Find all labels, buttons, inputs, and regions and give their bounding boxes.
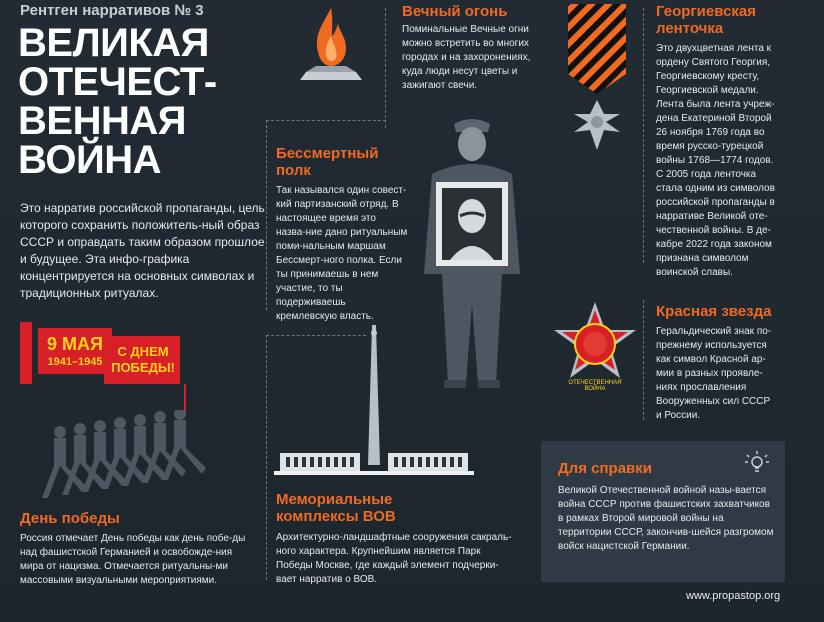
- banner-greeting-2: ПОБЕДЫ!: [111, 360, 175, 375]
- memorial-divider-v: [266, 335, 267, 580]
- intro-text: Это нарратив российской пропаганды, цель которого сохранить положитель-ный образ СССР и оправдать таким образом прошлое и будущее. Эта инфо-графика концентрируется на основных символах и традиционных ритуалах.: [20, 201, 265, 300]
- ribbon-text: Это двухцветная лента к ордену Святого Георгия, Георгиевскому кресту, Георгиевской медали. Лента была лента учреж-дена Екатериной Второй 26 ноября 1769 года во время русско-турецкой войны 1768—1774 годов. С 2005 года ленточка стала одним из символов российской пропаганды в нарративе Великой оте-чественной войны. В де-кабре 2022 года законом признана символом воинской славы.: [656, 43, 775, 278]
- banner-date: 9 МАЯ: [47, 334, 103, 354]
- star-divider: [643, 300, 644, 420]
- regiment-divider-h: [266, 120, 386, 121]
- star-text: Геральдический знак по-прежнему используется как символ Красной ар-мии в разных проявле-ниях прославления Вооруженных сил СССР и России.: [656, 326, 772, 421]
- title-line-1: ВЕЛИКАЯ: [18, 21, 209, 65]
- page-title: [18, 21, 268, 182]
- banner-years: 1941–1945: [47, 356, 103, 368]
- st-george-ribbon-icon: [562, 4, 632, 154]
- regiment-title-1: Бессмертный: [276, 145, 379, 162]
- eternal-flame-icon: [300, 6, 362, 88]
- title-line-4: ВОЙНА: [18, 138, 162, 182]
- reference-title: Для справки: [558, 460, 652, 477]
- reference-text: Великой Отечественной войной назы-вается война СССР против фашистских захватчиков в рамках Второй мировой войны на территории СССР, закончив-шейся разгромом войск нацистской Германии.: [558, 485, 774, 552]
- victory-day-text: Россия отмечает День победы как день побе-ды над фашистской Германией и освобожде-ния мира от нацизма. Отмечается ритуальны-ми массовыми визуальными мероприятиями.: [20, 533, 246, 586]
- flame-divider: [385, 8, 386, 128]
- title-line-3: ВЕННАЯ: [18, 99, 186, 143]
- star-title: Красная звезда: [656, 303, 772, 320]
- memorials-title-2: комплексы ВОВ: [276, 508, 396, 525]
- title-line-2: ОТЕЧЕСТ-: [18, 60, 217, 104]
- regiment-divider-v: [266, 120, 267, 310]
- victory-day-title: День победы: [20, 510, 120, 527]
- banner-greeting-1: С ДНЕМ: [117, 344, 169, 359]
- memorial-complex-icon: [274, 325, 504, 477]
- regiment-title-2: полк: [276, 162, 311, 179]
- red-star-order-icon: [552, 300, 638, 386]
- lightbulb-icon: [744, 450, 770, 476]
- marching-soldiers-icon: [30, 410, 230, 502]
- flame-text: Поминальные Вечные огни можно встретить во многих городах и на захоронениях, куда люди несут цветы и зажигают свечи.: [402, 24, 531, 91]
- ribbon-divider: [643, 8, 644, 263]
- memorials-title-1: Мемориальные: [276, 491, 393, 508]
- series-kicker: Рентген нарративов № 3: [20, 2, 204, 19]
- flame-title: Вечный огонь: [402, 3, 508, 20]
- ribbon-title-2: ленточка: [656, 20, 724, 37]
- memorials-text: Архитектурно-ландшафтные сооружения сакраль-ного характера. Крупнейшим является Парк Победы Москве, где каждый элемент подчерки-вает нарратив о ВОВ.: [276, 532, 512, 585]
- star-badge-label: ОТЕЧЕСТВЕННАЯ ВОЙНА: [568, 380, 622, 392]
- regiment-text: Так назывался один совест-кий партизанский отряд. В настоящее время это назва-ние дано ритуальным поми-нальным маршам Бессмерт-ного полка. Если ты принимаешь в нем участие, то ты подерживаешь кремлевскую власть.: [276, 185, 408, 322]
- ribbon-title-1: Георгиевская: [656, 3, 757, 20]
- footer-site[interactable]: www.propastop.org: [686, 590, 781, 602]
